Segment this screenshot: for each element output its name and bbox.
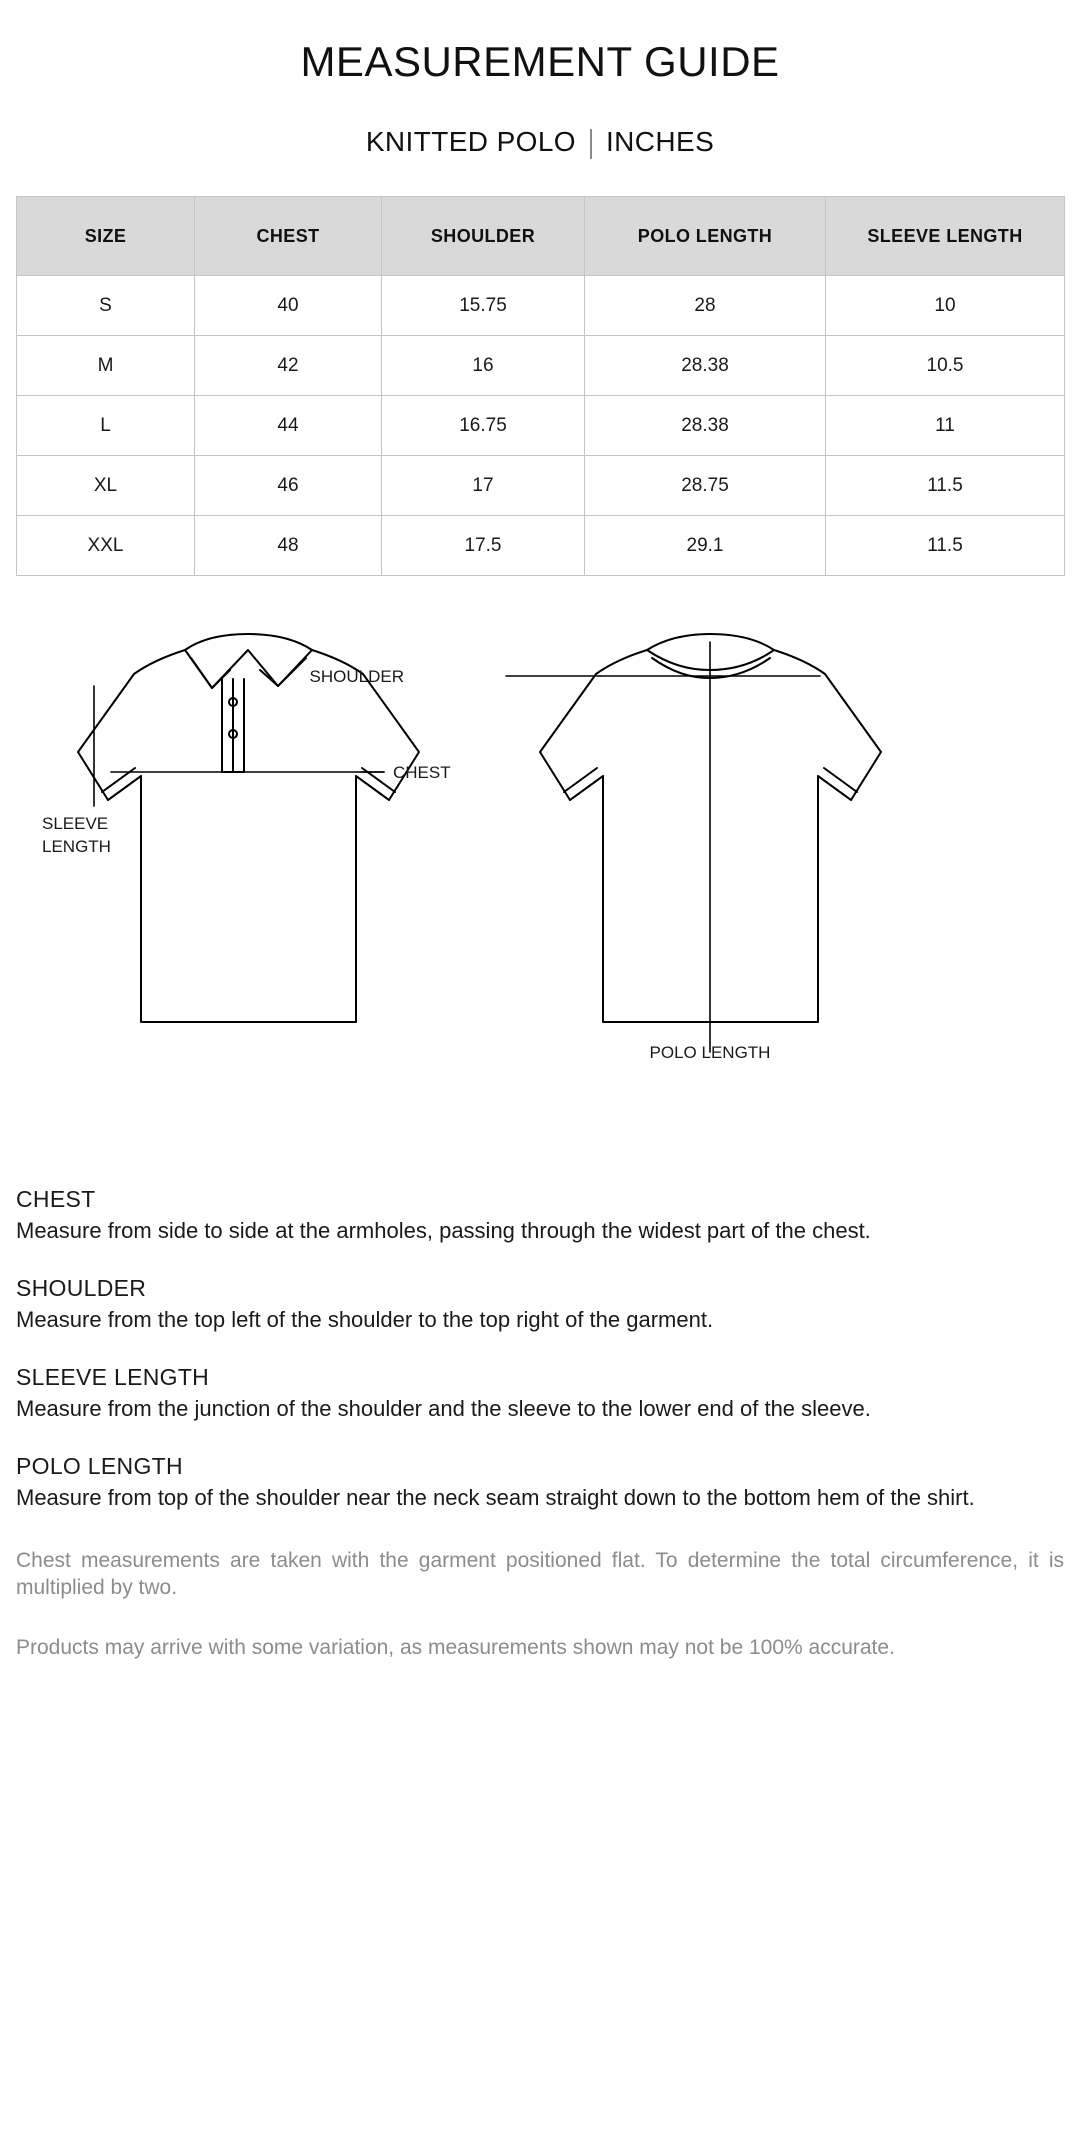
description-text: Measure from the top left of the shoulder to the top right of the garment. — [16, 1307, 714, 1333]
table-cell: M — [17, 336, 195, 396]
table-row — [17, 336, 1065, 396]
subtitle-garment: KNITTED POLO — [365, 126, 576, 157]
table-cell: 28.75 — [585, 456, 826, 516]
table-cell: 28 — [585, 276, 826, 336]
description-term: SHOULDER — [16, 1275, 147, 1302]
description-term: CHEST — [16, 1186, 96, 1212]
description-text: Measure from top of the shoulder near the neck seam straight down to the bottom hem of the shirt. — [16, 1485, 975, 1511]
description-term: SLEEVE LENGTH — [16, 1364, 210, 1391]
description-text: Measure from side to side at the armholes, passing through the widest part of the chest. — [16, 1218, 871, 1243]
table-cell: 28.38 — [585, 396, 826, 456]
table-cell: 10.5 — [826, 336, 1065, 396]
description-text: Measure from the junction of the shoulder and the sleeve to the lower end of the sleeve. — [16, 1396, 871, 1422]
description-shoulder — [16, 1275, 1064, 1334]
table-cell: 17.5 — [382, 516, 585, 576]
polo-measurement-diagram — [16, 624, 1064, 1124]
subtitle-unit: INCHES — [605, 126, 715, 157]
table-cell: 16.75 — [382, 396, 585, 456]
diagram-label-chest: CHEST — [393, 763, 451, 782]
page-subtitle — [16, 126, 1064, 158]
table-cell: 16 — [382, 336, 585, 396]
description-chest — [16, 1186, 1064, 1245]
table-cell: 29.1 — [585, 516, 826, 576]
diagram-label-sleeve-length-line2: LENGTH — [42, 837, 111, 856]
description-sleeve-length — [16, 1364, 1064, 1423]
subtitle-divider — [590, 129, 592, 159]
table-header-cell: SLEEVE LENGTH — [826, 197, 1065, 276]
table-cell: S — [17, 276, 195, 336]
description-polo-length — [16, 1453, 1064, 1512]
table-cell: 40 — [195, 276, 382, 336]
table-cell: 28.38 — [585, 336, 826, 396]
measurement-descriptions — [16, 1186, 1064, 1662]
table-cell: 17 — [382, 456, 585, 516]
table-cell: XL — [17, 456, 195, 516]
diagram-label-shoulder: SHOULDER — [309, 667, 404, 686]
table-cell: 11.5 — [826, 516, 1065, 576]
table-header-cell: SHOULDER — [382, 197, 585, 276]
table-row — [17, 456, 1065, 516]
table-cell: 10 — [826, 276, 1065, 336]
note-variation-disclaimer: Products may arrive with some variation, as measurements shown may not be 100% accurate. — [16, 1636, 895, 1660]
table-header-cell: CHEST — [195, 197, 382, 276]
table-cell: XXL — [17, 516, 195, 576]
description-term: POLO LENGTH — [16, 1453, 183, 1480]
measurement-guide-page — [0, 38, 1080, 1662]
table-cell: 11 — [826, 396, 1065, 456]
table-row — [17, 276, 1065, 336]
table-header-row — [17, 197, 1065, 276]
diagram-label-sleeve-length-line1: SLEEVE — [42, 814, 109, 833]
table-cell: 11.5 — [826, 456, 1065, 516]
page-title: MEASUREMENT GUIDE — [300, 38, 780, 85]
table-cell: 46 — [195, 456, 382, 516]
table-cell: 48 — [195, 516, 382, 576]
diagram-label-polo-length: POLO LENGTH — [649, 1043, 771, 1062]
table-cell: 42 — [195, 336, 382, 396]
table-row — [17, 396, 1065, 456]
table-cell: 15.75 — [382, 276, 585, 336]
table-cell: L — [17, 396, 195, 456]
size-chart-table — [16, 196, 1065, 576]
note-flat-measurement: Chest measurements are taken with the garment positioned flat. To determine the total circumference, it is multiplied by two. — [16, 1548, 1064, 1600]
table-cell: 44 — [195, 396, 382, 456]
table-row — [17, 516, 1065, 576]
table-header-cell: POLO LENGTH — [585, 197, 826, 276]
table-header-cell: SIZE — [17, 197, 195, 276]
